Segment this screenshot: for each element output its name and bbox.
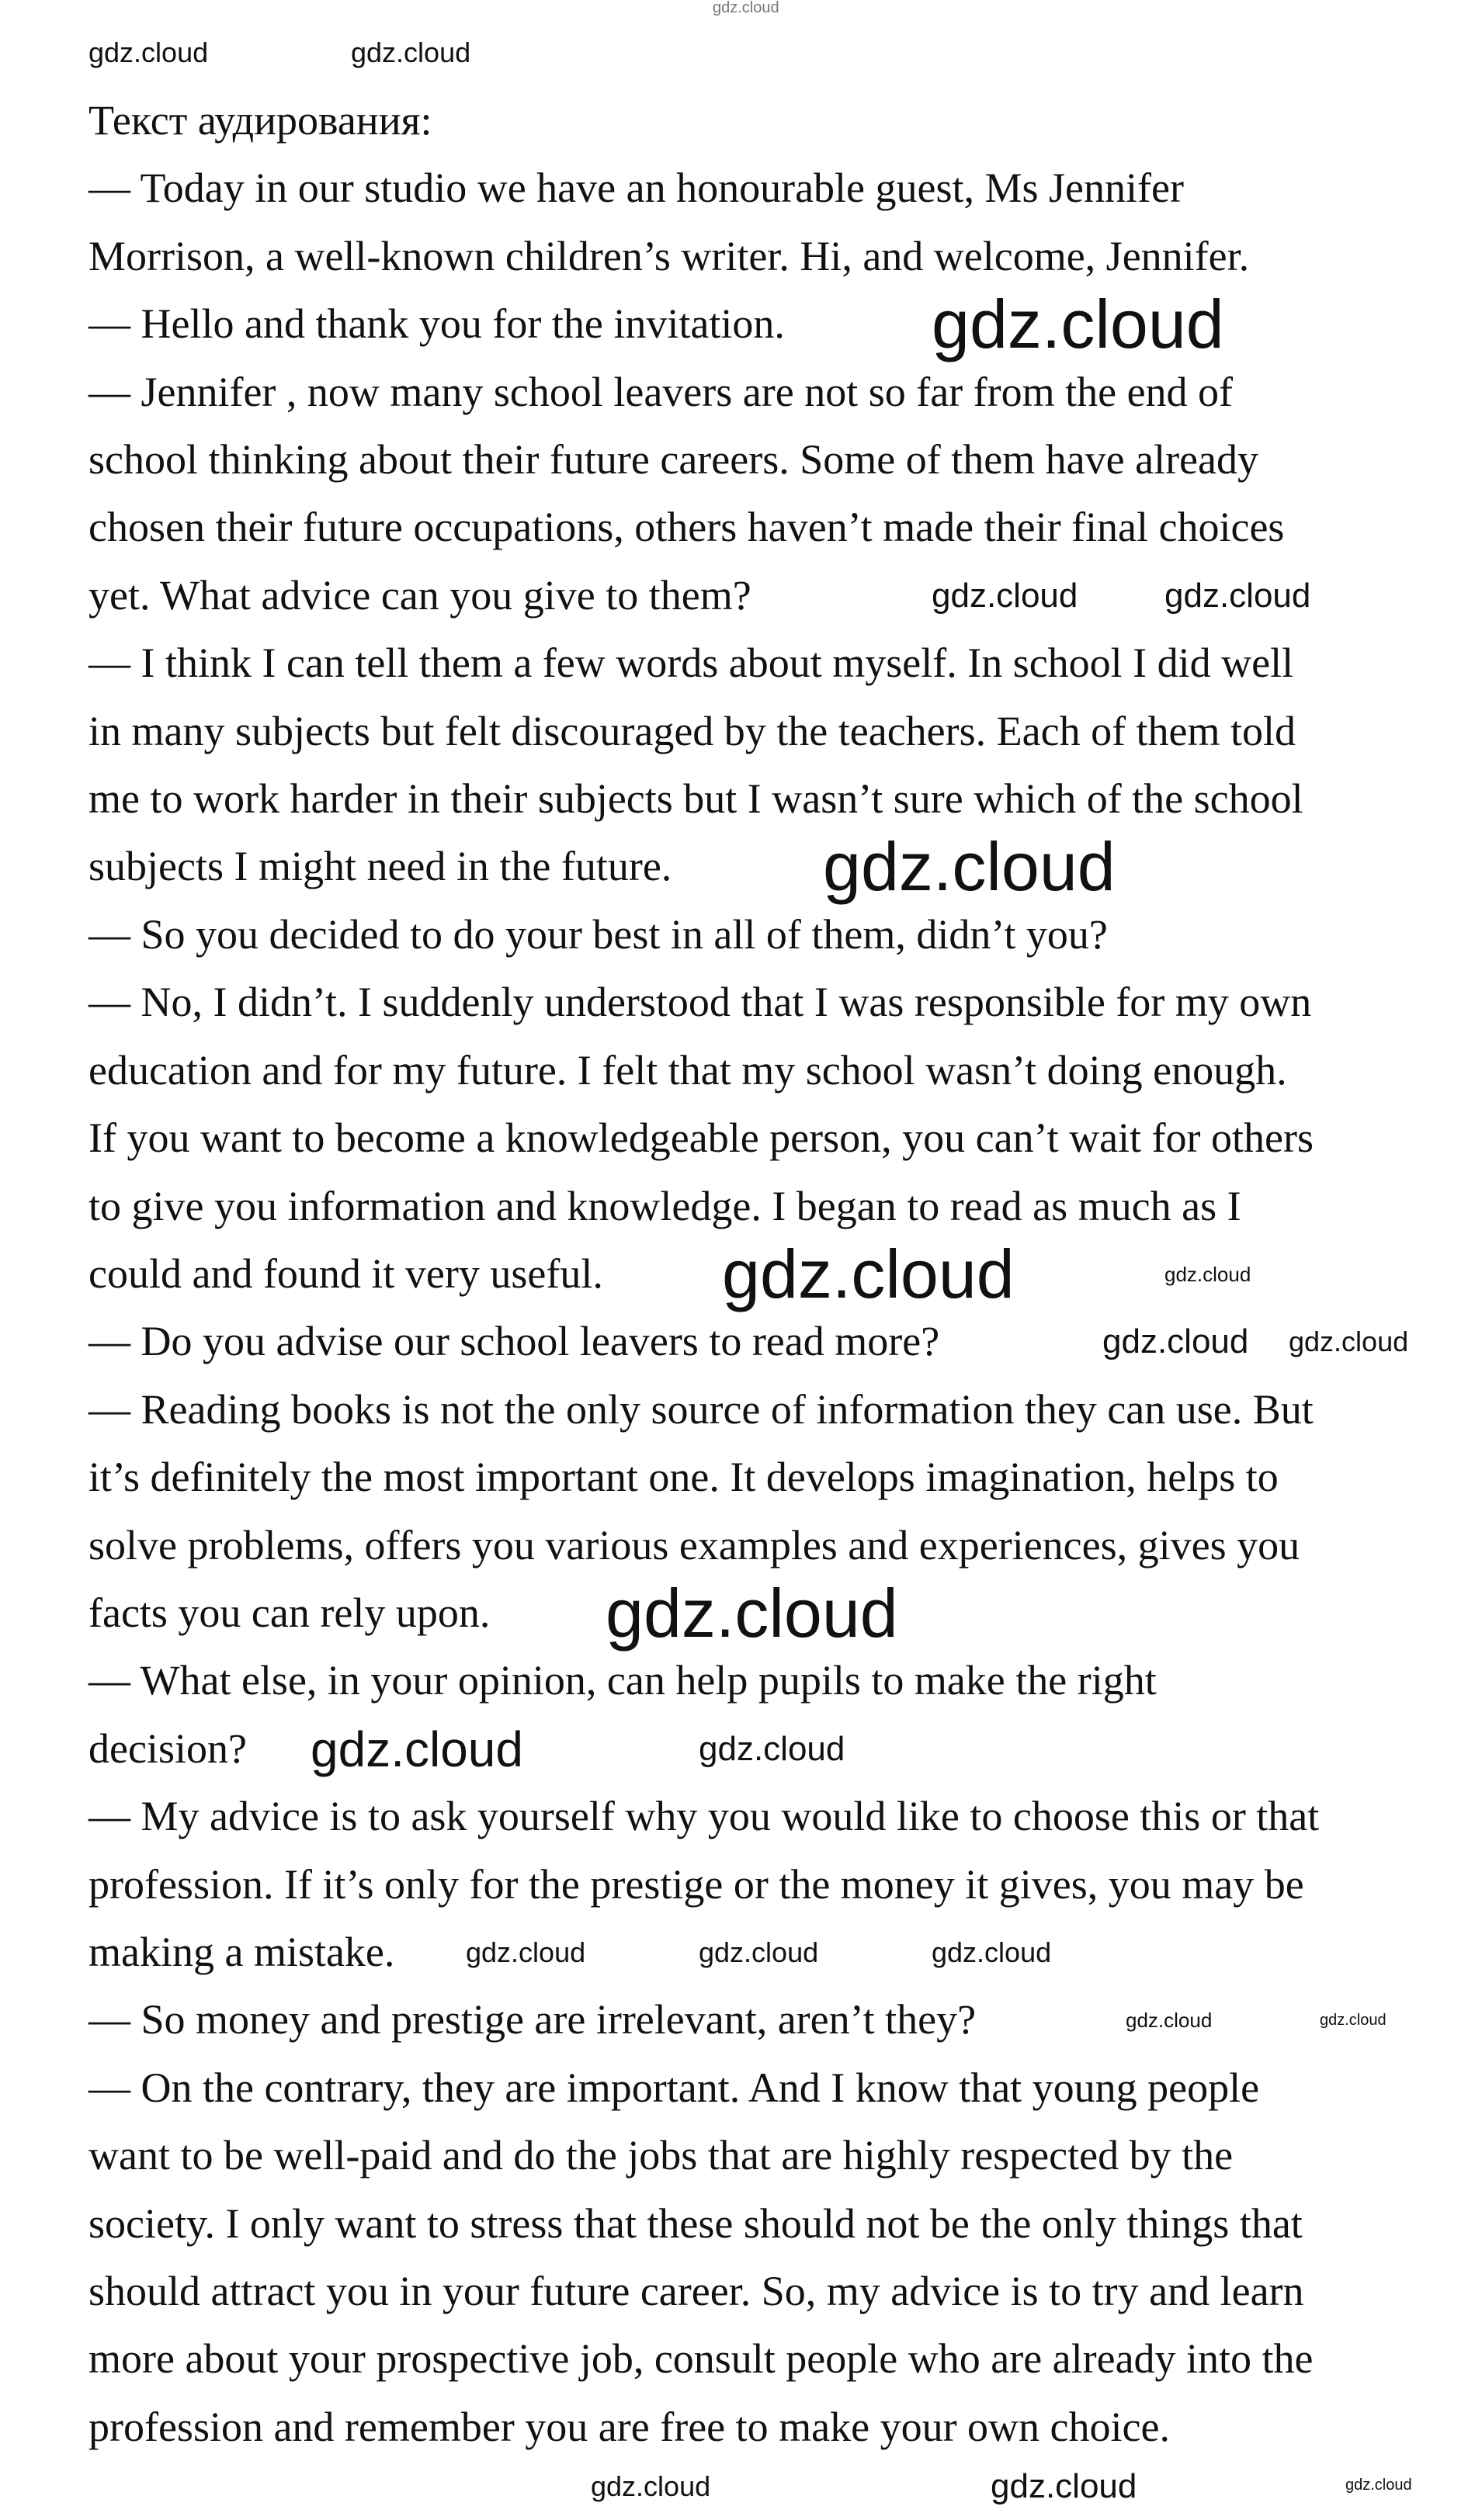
text-line: facts you can rely upon. (89, 1589, 491, 1636)
watermark: gdz.cloud (1164, 1263, 1251, 1286)
text-line: — What else, in your opinion, can help pupils to make the right (89, 1657, 1157, 1704)
text-line: solve problems, offers you various examples and experiences, gives you (89, 1521, 1300, 1569)
watermark: gdz.cloud (932, 577, 1078, 615)
watermark: gdz.cloud (823, 828, 1116, 905)
text-line: — So you decided to do your best in all of them, didn’t you? (89, 910, 1108, 958)
text-line: — Do you advise our school leavers to read more? (89, 1318, 940, 1365)
watermark: gdz.cloud (591, 2470, 711, 2502)
text-line: — Jennifer , now many school leavers are not so far from the end of (89, 368, 1234, 415)
watermark: gdz.cloud (606, 1575, 898, 1652)
text-line: chosen their future occupations, others haven’t made their final choices (89, 504, 1285, 551)
text-line: subjects I might need in the future. (89, 843, 672, 890)
watermark: gdz.cloud (1126, 2009, 1213, 2032)
text-line: If you want to become a knowledgeable person, you can’t wait for others (89, 1114, 1314, 1162)
text-line: yet. What advice can you give to them? (89, 571, 751, 619)
text-line: — So money and prestige are irrelevant, aren’t they? (89, 1996, 977, 2043)
watermark: gdz.cloud (991, 2467, 1137, 2505)
watermark: gdz.cloud (1164, 577, 1311, 615)
watermark: gdz.cloud (699, 1936, 819, 1968)
text-line: — I think I can tell them a few words about myself. In school I did well (89, 640, 1294, 687)
text-line: — My advice is to ask yourself why you would like to choose this or that (89, 1793, 1320, 1840)
text-line: profession. If it’s only for the prestige or the money it gives, you may be (89, 1860, 1304, 1908)
text-line: — No, I didn’t. I suddenly understood that I was responsible for my own (89, 979, 1312, 1026)
text-line: could and found it very useful. (89, 1250, 603, 1297)
text-line: school thinking about their future careers. Some of them have already (89, 436, 1258, 484)
text-line: want to be well-paid and do the jobs that are highly respected by the (89, 2132, 1234, 2179)
text-line: profession and remember you are free to make your own choice. (89, 2403, 1170, 2450)
text-line: — Reading books is not the only source of information they can use. But (89, 1385, 1314, 1433)
watermark: gdz.cloud (932, 286, 1224, 362)
watermark: gdz.cloud (1345, 2477, 1412, 2494)
text-line: — Hello and thank you for the invitation. (89, 300, 785, 348)
watermark: gdz.cloud (311, 1721, 523, 1777)
watermark: gdz.cloud (713, 0, 779, 16)
watermark: gdz.cloud (932, 1936, 1052, 1968)
watermark: gdz.cloud (699, 1730, 845, 1768)
watermark: gdz.cloud (1289, 1326, 1409, 1357)
text-line: — On the contrary, they are important. And I know that young people (89, 2064, 1260, 2111)
document-title: Текст аудирования: (89, 97, 432, 144)
text-line: decision? (89, 1724, 247, 1772)
text-line: society. I only want to stress that these should not be the only things that (89, 2199, 1303, 2247)
watermark: gdz.cloud (722, 1236, 1015, 1312)
text-line: to give you information and knowledge. I began to read as much as I (89, 1182, 1241, 1229)
text-line: it’s definitely the most important one. It develops imagination, helps to (89, 1454, 1279, 1501)
watermark: gdz.cloud (466, 1936, 586, 1968)
text-line: more about your prospective job, consult people who are already into the (89, 2335, 1314, 2383)
watermark: gdz.cloud (89, 36, 209, 68)
watermark: gdz.cloud (351, 36, 471, 68)
text-line: should attract you in your future career. So, my advice is to try and learn (89, 2268, 1304, 2314)
text-line: education and for my future. I felt that my school wasn’t doing enough. (89, 1046, 1287, 1094)
text-line: in many subjects but felt discouraged by the teachers. Each of them told (89, 707, 1296, 754)
watermark: gdz.cloud (1320, 2012, 1387, 2029)
text-line: — Today in our studio we have an honourable guest, Ms Jennifer (89, 165, 1184, 212)
watermark: gdz.cloud (1102, 1322, 1249, 1361)
text-line: making a mistake. (89, 1928, 395, 1975)
text-line: Morrison, a well-known children’s writer. Hi, and welcome, Jennifer. (89, 232, 1250, 279)
text-line: me to work harder in their subjects but I wasn’t sure which of the school (89, 775, 1303, 823)
